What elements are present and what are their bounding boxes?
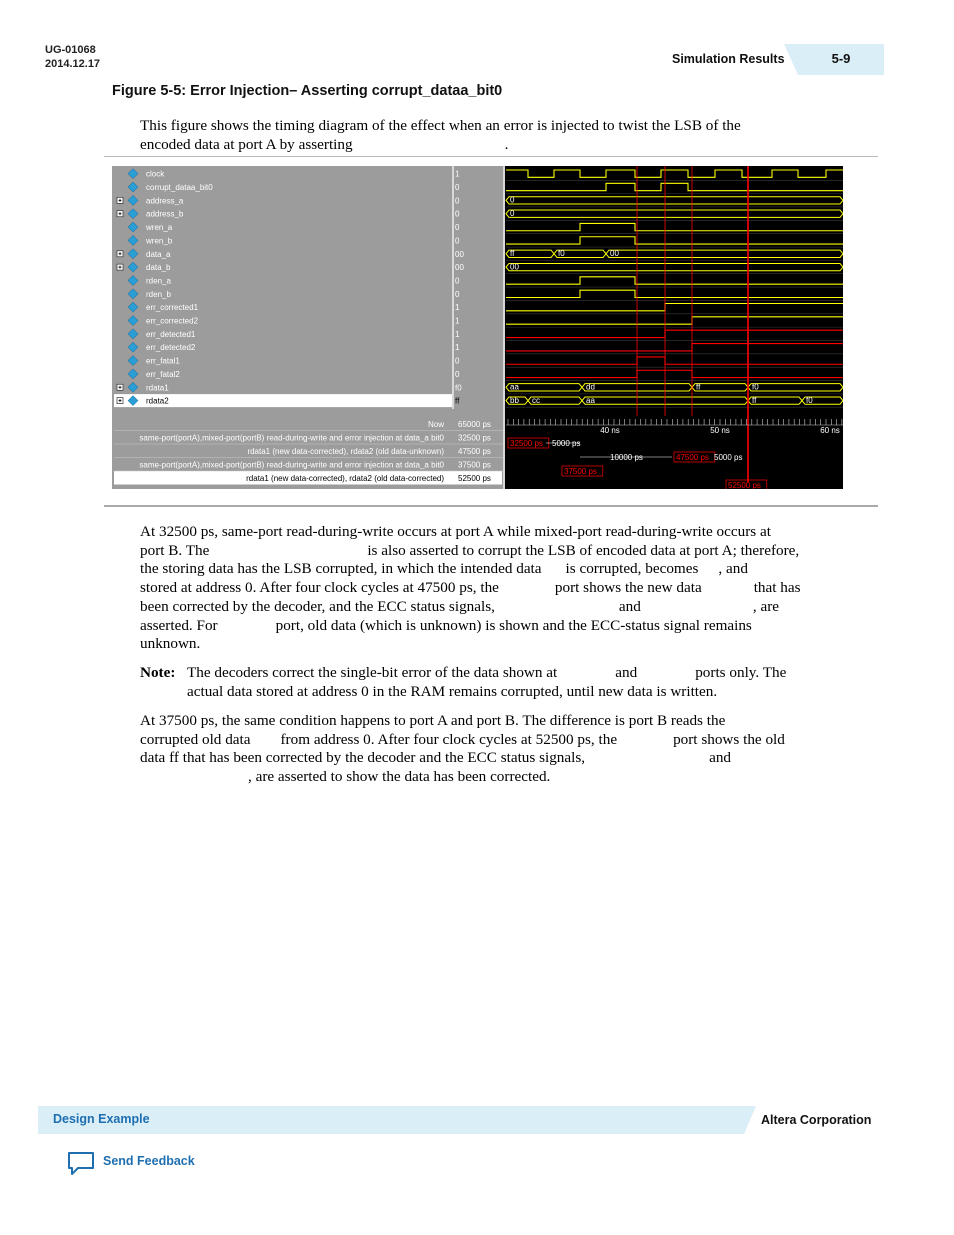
p1-line-4: stored at address 0. After four clock cycles at 47500 ps, the port shows the new data that has: [140, 579, 801, 597]
signal-name-rden-a: rden_a: [146, 276, 171, 286]
signal-name-err-fatal1: err_fatal1: [146, 356, 180, 366]
signal-value-err-corrected2: 1: [455, 316, 460, 326]
rdata1-bus-value: ff: [696, 382, 701, 392]
signal-value-data-a: 00: [455, 249, 464, 259]
expand-toggle-rdata1[interactable]: [117, 384, 123, 390]
intro-line-1: This figure shows the timing diagram of the effect when an error is injected to twist the LSB of the: [140, 117, 741, 134]
cursor-time: 52500 ps: [458, 474, 491, 483]
p1-line-1: At 32500 ps, same-port read-during-write occurs at port A while mixed-port read-during-write occurs at: [140, 523, 771, 540]
rdata2-bus-value: cc: [532, 395, 540, 405]
signal-value-address-b: 0: [455, 209, 460, 219]
cursor-time: 32500 ps: [458, 433, 491, 443]
note-text: The decoders correct the single-bit error of the data shown at and ports only. The actual data stored at address 0 in the RAM remains corrupted, until new data is written.: [187, 664, 787, 700]
cursor-name: rdata1 (new data-corrected), rdata2 (old data-corrected): [246, 474, 444, 483]
figure-title: Figure 5-5: Error Injection– Asserting corrupt_dataa_bit0: [112, 83, 503, 99]
send-feedback-label: Send Feedback: [103, 1154, 195, 1168]
expand-toggle-address-b[interactable]: [117, 211, 123, 217]
panel-divider: [452, 166, 454, 409]
p2-line-1: At 37500 ps, the same condition happens to port A and port B. The difference is port B reads the: [140, 712, 726, 729]
cursor-tag-52500: 52500 ps: [728, 481, 761, 489]
p1-line-5: been corrected by the decoder, and the ECC status signals, and , are: [140, 597, 779, 615]
cursor-time: 37500 ps: [458, 460, 491, 470]
address-b-bus-value: 0: [510, 208, 515, 218]
signal-name-err-corrected2: err_corrected2: [146, 316, 199, 326]
send-feedback-link[interactable]: [66, 1150, 195, 1178]
cursor-name: rdata1 (new data-corrected), rdata2 (old data-unknown): [247, 447, 444, 456]
signal-value-clock: 1: [455, 169, 460, 179]
rdata1-bus-value: aa: [510, 382, 519, 392]
expand-toggle-address-a[interactable]: [117, 197, 123, 203]
footer-bar: [38, 1106, 744, 1134]
timing-diagram: [112, 166, 843, 489]
signal-value-wren-b: 0: [455, 236, 460, 246]
note-label: Note:: [140, 664, 176, 681]
signal-value-rden-a: 0: [455, 276, 460, 286]
cursor-delta-5000: 5000 ps: [552, 439, 581, 448]
p1-line-2: port B. The is also asserted to corrupt the LSB of encoded data at port A; therefore,: [140, 541, 800, 559]
cursor-tag-47500: 47500 ps: [676, 453, 709, 462]
data-a-bus-value: 00: [610, 248, 619, 258]
p2-line-4: , are asserted to show the data has been corrected.: [248, 768, 551, 786]
data-b-bus-value: 00: [510, 262, 519, 272]
ruler-label-50ns: 50 ns: [710, 426, 730, 435]
footer-company: Altera Corporation: [761, 1113, 872, 1127]
ruler-label-60ns: 60 ns: [820, 426, 840, 435]
cursor-time: 47500 ps: [458, 447, 491, 456]
signal-value-address-a: 0: [455, 196, 460, 206]
signal-value-err-fatal1: 0: [455, 356, 460, 366]
rdata1-bus-value: dd: [586, 382, 595, 392]
intro-line-2: encoded data at port A by asserting .: [140, 135, 509, 153]
paragraph-1: [140, 523, 865, 654]
ruler-label-40ns: 40 ns: [600, 426, 620, 435]
signal-name-clock: clock: [146, 169, 165, 179]
expand-toggle-rdata2[interactable]: [117, 398, 123, 404]
signal-name-err-detected2: err_detected2: [146, 343, 196, 353]
rdata1-bus-value: f0: [752, 382, 759, 392]
signal-value-rdata1: f0: [455, 383, 462, 393]
data-a-bus-value: f0: [558, 248, 565, 258]
expand-toggle-data-a[interactable]: [117, 251, 123, 257]
page-number: 5-9: [831, 51, 851, 66]
rdata2-bus-value: ff: [752, 395, 757, 405]
signal-name-address-b: address_b: [146, 209, 184, 219]
signal-name-address-a: address_a: [146, 196, 184, 206]
document-id: [45, 43, 100, 71]
signal-value-data-b: 00: [455, 263, 464, 273]
section-title: Simulation Results: [672, 52, 785, 66]
signal-name-rdata2: rdata2: [146, 396, 169, 406]
signal-name-corrupt-dataa-bit0: corrupt_dataa_bit0: [146, 183, 213, 193]
signal-name-wren-a: wren_a: [146, 223, 173, 233]
footer-section-link[interactable]: Design Example: [53, 1112, 150, 1126]
doc-date: 2014.12.17: [45, 58, 101, 70]
signal-name-data-b: data_b: [146, 263, 171, 273]
cursor-name: same-port(portA),mixed-port(portB) read-during-write and error injection at data_a bit0: [139, 460, 444, 470]
paragraph-2: [140, 712, 865, 787]
cursor-delta-5000b: 5000 ps: [714, 453, 743, 462]
p1-line-3: the storing data has the LSB corrupted, in which the intended data is corrupted, becomes , and: [140, 560, 748, 578]
now-value: 65000 ps: [458, 420, 491, 429]
cursor-delta-10000: 10000 ps: [610, 453, 643, 462]
rdata2-bus-value: bb: [510, 395, 519, 405]
signal-value-err-fatal2: 0: [455, 369, 460, 379]
data-a-bus-value: ff: [510, 248, 515, 258]
signal-name-data-a: data_a: [146, 249, 171, 259]
signal-value-err-detected1: 1: [455, 329, 460, 339]
doc-number: UG-01068: [45, 44, 96, 56]
signal-value-rden-b: 0: [455, 289, 460, 299]
p2-line-3: data ff that has been corrected by the decoder and the ECC status signals, and: [140, 749, 732, 767]
page-number-tab: [798, 44, 884, 75]
figure-intro: [140, 117, 865, 154]
signal-value-rdata2: ff: [455, 396, 460, 406]
signal-value-err-detected2: 1: [455, 343, 460, 353]
signal-name-err-corrected1: err_corrected1: [146, 303, 199, 313]
now-label: Now: [427, 420, 444, 429]
wave-divider: [503, 166, 505, 489]
signal-value-err-corrected1: 1: [455, 303, 460, 313]
p2-line-2: corrupted old data from address 0. After four clock cycles at 52500 ps, the port shows the old: [140, 730, 785, 748]
p1-line-6: asserted. For port, old data (which is unknown) is shown and the ECC-status signal remains: [140, 616, 752, 634]
signal-name-rdata1: rdata1: [146, 383, 169, 393]
cursor-tag-37500: 37500 ps: [564, 467, 597, 476]
signal-name-err-detected1: err_detected1: [146, 329, 196, 339]
signal-name-err-fatal2: err_fatal2: [146, 369, 180, 379]
figure-top-rule: [104, 156, 878, 157]
cursor-name: same-port(portA),mixed-port(portB) read-during-write and error injection at data_a bit0: [139, 433, 444, 443]
signal-value-corrupt-dataa-bit0: 0: [455, 183, 460, 193]
p1-line-7: unknown.: [140, 635, 201, 653]
rdata2-bus-value: f0: [806, 395, 813, 405]
expand-toggle-data-b[interactable]: [117, 264, 123, 270]
cursor-tag-32500: 32500 ps: [510, 439, 543, 448]
figure-bottom-rule: [104, 505, 878, 507]
signal-name-wren-b: wren_b: [146, 236, 173, 246]
now-row: [114, 417, 452, 431]
speech-bubble-icon: [66, 1150, 96, 1178]
address-a-bus-value: 0: [510, 195, 515, 205]
rdata2-bus-value: aa: [586, 395, 595, 405]
signal-value-wren-a: 0: [455, 223, 460, 233]
signal-name-rden-b: rden_b: [146, 289, 171, 299]
